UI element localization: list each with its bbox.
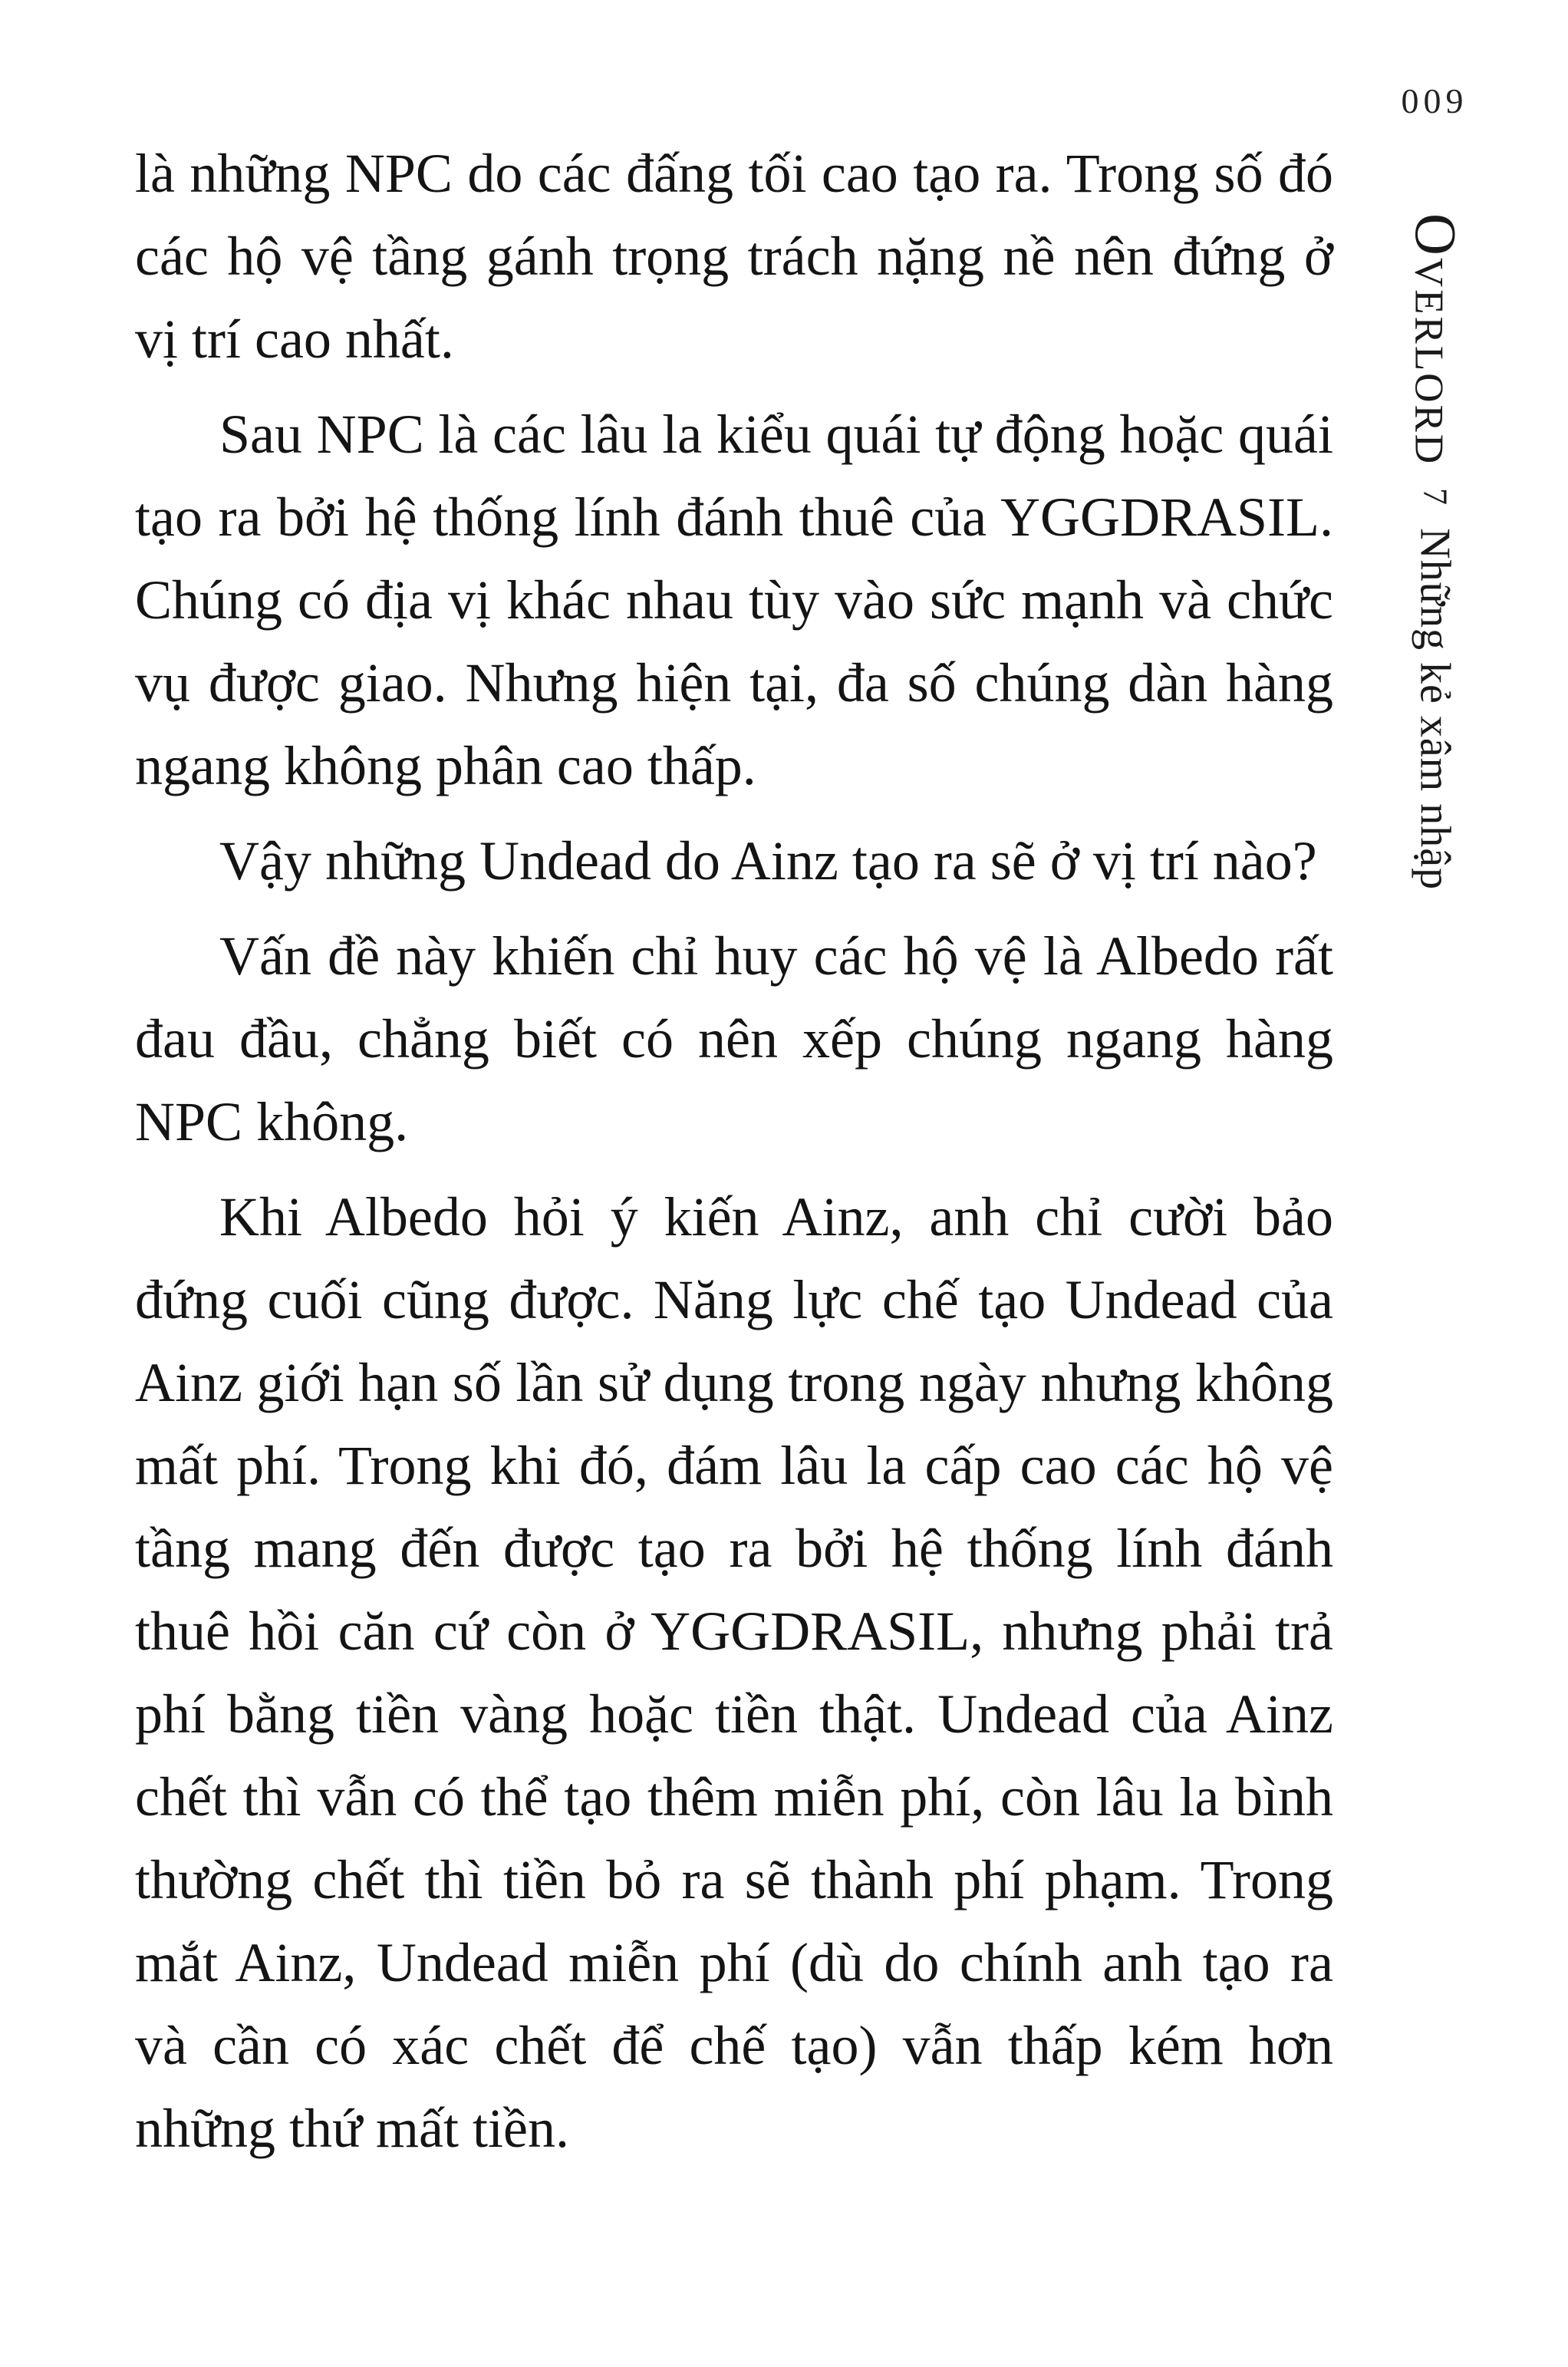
volume-subtitle: Những kẻ xâm nhập [1411, 528, 1459, 891]
paragraph-continued: là những NPC do các đấng tối cao tạo ra. Trong số đó các hộ vệ tầng gánh trọng trách nặng nề nên đứng ở vị trí cao nhất. [135, 143, 1333, 370]
paragraph: Khi Albedo hỏi ý kiến Ainz, anh chỉ cười bảo đứng cuối cũng được. Năng lực chế tạo Undead của Ainz giới hạn số lần sử dụng trong ngày nhưng không mất phí. Trong khi đó, đám lâu la cấp cao các hộ vệ tầng mang đến được tạo ra bởi hệ thống lính đánh thuê hồi căn cứ còn ở YGGDRASIL, nhưng phải trả phí bằng tiền vàng hoặc tiền thật. Undead của Ainz chết thì vẫn có thể tạo thêm miễn phí, còn lâu la bình thường chết thì tiền bỏ ra sẽ thành phí phạm. Trong mắt Ainz, Undead miễn phí (dù do chính anh tạo ra và cần có xác chết để chế tạo) vẫn thấp kém hơn những thứ mất tiền. [135, 1186, 1333, 2159]
paragraph: Sau NPC là các lâu la kiểu quái tự động hoặc quái tạo ra bởi hệ thống lính đánh thuê của YGGDRASIL. Chúng có địa vị khác nhau tùy vào sức mạnh và chức vụ được giao. Nhưng hiện tại, đa số chúng dàn hàng ngang không phân cao thấp. [135, 404, 1333, 796]
body-text [135, 132, 1333, 2182]
paragraph: Vấn đề này khiến chỉ huy các hộ vệ là Albedo rất đau đầu, chẳng biết có nên xếp chúng ngang hàng NPC không. [135, 925, 1333, 1152]
book-title: Overlord [1402, 213, 1468, 466]
running-head [1373, 213, 1496, 1096]
running-head-text [1402, 213, 1468, 1096]
paragraph: Vậy những Undead do Ainz tạo ra sẽ ở vị trí nào? [219, 830, 1317, 892]
page-number: 009 [1401, 81, 1468, 120]
volume-number: 7 [1416, 488, 1454, 506]
